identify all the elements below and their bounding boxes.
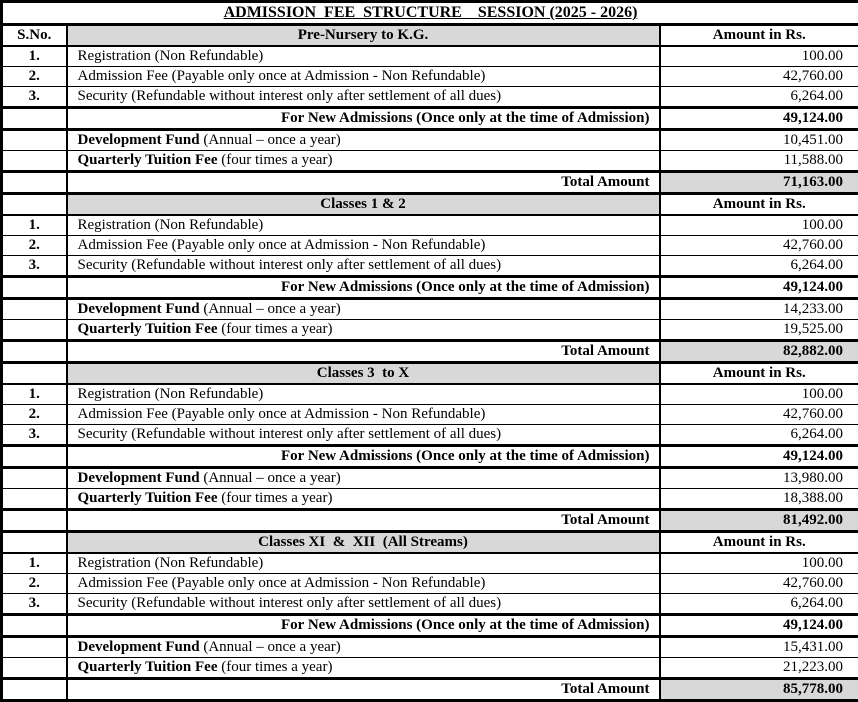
empty-cell — [2, 658, 67, 679]
table-row — [2, 67, 858, 87]
table-row — [2, 574, 858, 594]
section-4-header-row — [2, 532, 858, 554]
new-admissions-label: For New Admissions (Once only at the time of Admission) — [67, 277, 660, 299]
row-serial: 2. — [2, 405, 67, 425]
development-fund-amount: 10,451.00 — [660, 130, 858, 151]
empty-cell — [2, 130, 67, 151]
fee-amount: 100.00 — [660, 384, 858, 405]
section-3-title: Classes 3 to X — [67, 363, 660, 385]
fee-amount: 42,760.00 — [660, 574, 858, 594]
table-row — [2, 256, 858, 277]
fee-description: Security (Refundable without interest only after settlement of all dues) — [67, 87, 660, 108]
fee-description: Security (Refundable without interest only after settlement of all dues) — [67, 425, 660, 446]
fee-amount: 6,264.00 — [660, 256, 858, 277]
table-row — [2, 46, 858, 67]
development-fund-row — [2, 299, 858, 320]
development-fund-label: Development Fund (Annual – once a year) — [67, 468, 660, 489]
fee-amount: 100.00 — [660, 553, 858, 574]
empty-cell — [2, 679, 67, 701]
sno-column-header: S.No. — [2, 25, 67, 47]
total-amount-value: 82,882.00 — [660, 341, 858, 363]
section-2-title: Classes 1 & 2 — [67, 194, 660, 216]
new-admissions-subtotal-row — [2, 108, 858, 130]
empty-cell — [2, 446, 67, 468]
development-fund-label: Development Fund (Annual – once a year) — [67, 637, 660, 658]
empty-cell — [2, 341, 67, 363]
total-amount-label: Total Amount — [67, 679, 660, 701]
row-serial: 3. — [2, 256, 67, 277]
development-fund-row — [2, 468, 858, 489]
empty-cell — [2, 615, 67, 637]
fee-description: Registration (Non Refundable) — [67, 384, 660, 405]
new-admissions-label: For New Admissions (Once only at the time of Admission) — [67, 108, 660, 130]
table-row — [2, 236, 858, 256]
quarterly-tuition-label: Quarterly Tuition Fee (four times a year) — [67, 320, 660, 341]
quarterly-tuition-amount: 18,388.00 — [660, 489, 858, 510]
total-amount-label: Total Amount — [67, 510, 660, 532]
new-admissions-subtotal-row — [2, 615, 858, 637]
quarterly-tuition-row — [2, 489, 858, 510]
total-amount-value: 71,163.00 — [660, 172, 858, 194]
row-serial: 3. — [2, 425, 67, 446]
fee-amount: 42,760.00 — [660, 405, 858, 425]
total-amount-label: Total Amount — [67, 341, 660, 363]
section-2-header-row — [2, 194, 858, 216]
total-amount-row — [2, 679, 858, 701]
new-admissions-amount: 49,124.00 — [660, 108, 858, 130]
total-amount-row — [2, 341, 858, 363]
total-amount-label: Total Amount — [67, 172, 660, 194]
development-fund-amount: 14,233.00 — [660, 299, 858, 320]
table-row — [2, 553, 858, 574]
fee-description: Admission Fee (Payable only once at Admission - Non Refundable) — [67, 236, 660, 256]
row-serial: 1. — [2, 46, 67, 67]
section-4-title: Classes XI & XII (All Streams) — [67, 532, 660, 554]
section-1-header-row — [2, 25, 858, 47]
new-admissions-subtotal-row — [2, 277, 858, 299]
development-fund-label: Development Fund (Annual – once a year) — [67, 299, 660, 320]
empty-cell — [2, 194, 67, 216]
quarterly-tuition-label: Quarterly Tuition Fee (four times a year) — [67, 658, 660, 679]
new-admissions-label: For New Admissions (Once only at the time of Admission) — [67, 446, 660, 468]
total-amount-row — [2, 510, 858, 532]
table-row — [2, 594, 858, 615]
row-serial: 1. — [2, 553, 67, 574]
new-admissions-amount: 49,124.00 — [660, 446, 858, 468]
empty-cell — [2, 277, 67, 299]
table-row — [2, 425, 858, 446]
table-row — [2, 215, 858, 236]
fee-description: Registration (Non Refundable) — [67, 553, 660, 574]
row-serial: 1. — [2, 215, 67, 236]
quarterly-tuition-amount: 21,223.00 — [660, 658, 858, 679]
new-admissions-label: For New Admissions (Once only at the time of Admission) — [67, 615, 660, 637]
empty-cell — [2, 637, 67, 658]
fee-amount: 6,264.00 — [660, 425, 858, 446]
title-row — [2, 2, 858, 25]
table-row — [2, 87, 858, 108]
row-serial: 2. — [2, 574, 67, 594]
fee-description: Registration (Non Refundable) — [67, 215, 660, 236]
table-row — [2, 405, 858, 425]
fee-description: Registration (Non Refundable) — [67, 46, 660, 67]
quarterly-tuition-label: Quarterly Tuition Fee (four times a year) — [67, 489, 660, 510]
section-2-amount-column-header: Amount in Rs. — [660, 194, 858, 216]
row-serial: 3. — [2, 594, 67, 615]
fee-description: Security (Refundable without interest only after settlement of all dues) — [67, 594, 660, 615]
total-amount-row — [2, 172, 858, 194]
development-fund-row — [2, 637, 858, 658]
section-1-title: Pre-Nursery to K.G. — [67, 25, 660, 47]
row-serial: 1. — [2, 384, 67, 405]
total-amount-value: 85,778.00 — [660, 679, 858, 701]
document-title-cell — [2, 2, 858, 25]
empty-cell — [2, 320, 67, 341]
new-admissions-amount: 49,124.00 — [660, 277, 858, 299]
fee-amount: 6,264.00 — [660, 87, 858, 108]
empty-cell — [2, 489, 67, 510]
fee-amount: 100.00 — [660, 46, 858, 67]
quarterly-tuition-row — [2, 320, 858, 341]
fee-description: Admission Fee (Payable only once at Admission - Non Refundable) — [67, 67, 660, 87]
empty-cell — [2, 510, 67, 532]
document-title: ADMISSION FEE STRUCTURE SESSION (2025 - 2026) — [224, 4, 638, 21]
quarterly-tuition-amount: 19,525.00 — [660, 320, 858, 341]
section-4-amount-column-header: Amount in Rs. — [660, 532, 858, 554]
fee-description: Admission Fee (Payable only once at Admission - Non Refundable) — [67, 405, 660, 425]
empty-cell — [2, 108, 67, 130]
fee-description: Security (Refundable without interest only after settlement of all dues) — [67, 256, 660, 277]
quarterly-tuition-label: Quarterly Tuition Fee (four times a year) — [67, 151, 660, 172]
fee-amount: 42,760.00 — [660, 236, 858, 256]
quarterly-tuition-amount: 11,588.00 — [660, 151, 858, 172]
new-admissions-amount: 49,124.00 — [660, 615, 858, 637]
empty-cell — [2, 532, 67, 554]
quarterly-tuition-row — [2, 151, 858, 172]
empty-cell — [2, 172, 67, 194]
empty-cell — [2, 151, 67, 172]
quarterly-tuition-row — [2, 658, 858, 679]
development-fund-amount: 13,980.00 — [660, 468, 858, 489]
empty-cell — [2, 468, 67, 489]
empty-cell — [2, 299, 67, 320]
fee-amount: 6,264.00 — [660, 594, 858, 615]
fee-amount: 42,760.00 — [660, 67, 858, 87]
fee-description: Admission Fee (Payable only once at Admission - Non Refundable) — [67, 574, 660, 594]
section-3-amount-column-header: Amount in Rs. — [660, 363, 858, 385]
table-row — [2, 384, 858, 405]
total-amount-value: 81,492.00 — [660, 510, 858, 532]
section-3-header-row — [2, 363, 858, 385]
development-fund-label: Development Fund (Annual – once a year) — [67, 130, 660, 151]
fee-amount: 100.00 — [660, 215, 858, 236]
row-serial: 2. — [2, 236, 67, 256]
empty-cell — [2, 363, 67, 385]
row-serial: 2. — [2, 67, 67, 87]
new-admissions-subtotal-row — [2, 446, 858, 468]
section-1-amount-column-header: Amount in Rs. — [660, 25, 858, 47]
development-fund-row — [2, 130, 858, 151]
row-serial: 3. — [2, 87, 67, 108]
development-fund-amount: 15,431.00 — [660, 637, 858, 658]
